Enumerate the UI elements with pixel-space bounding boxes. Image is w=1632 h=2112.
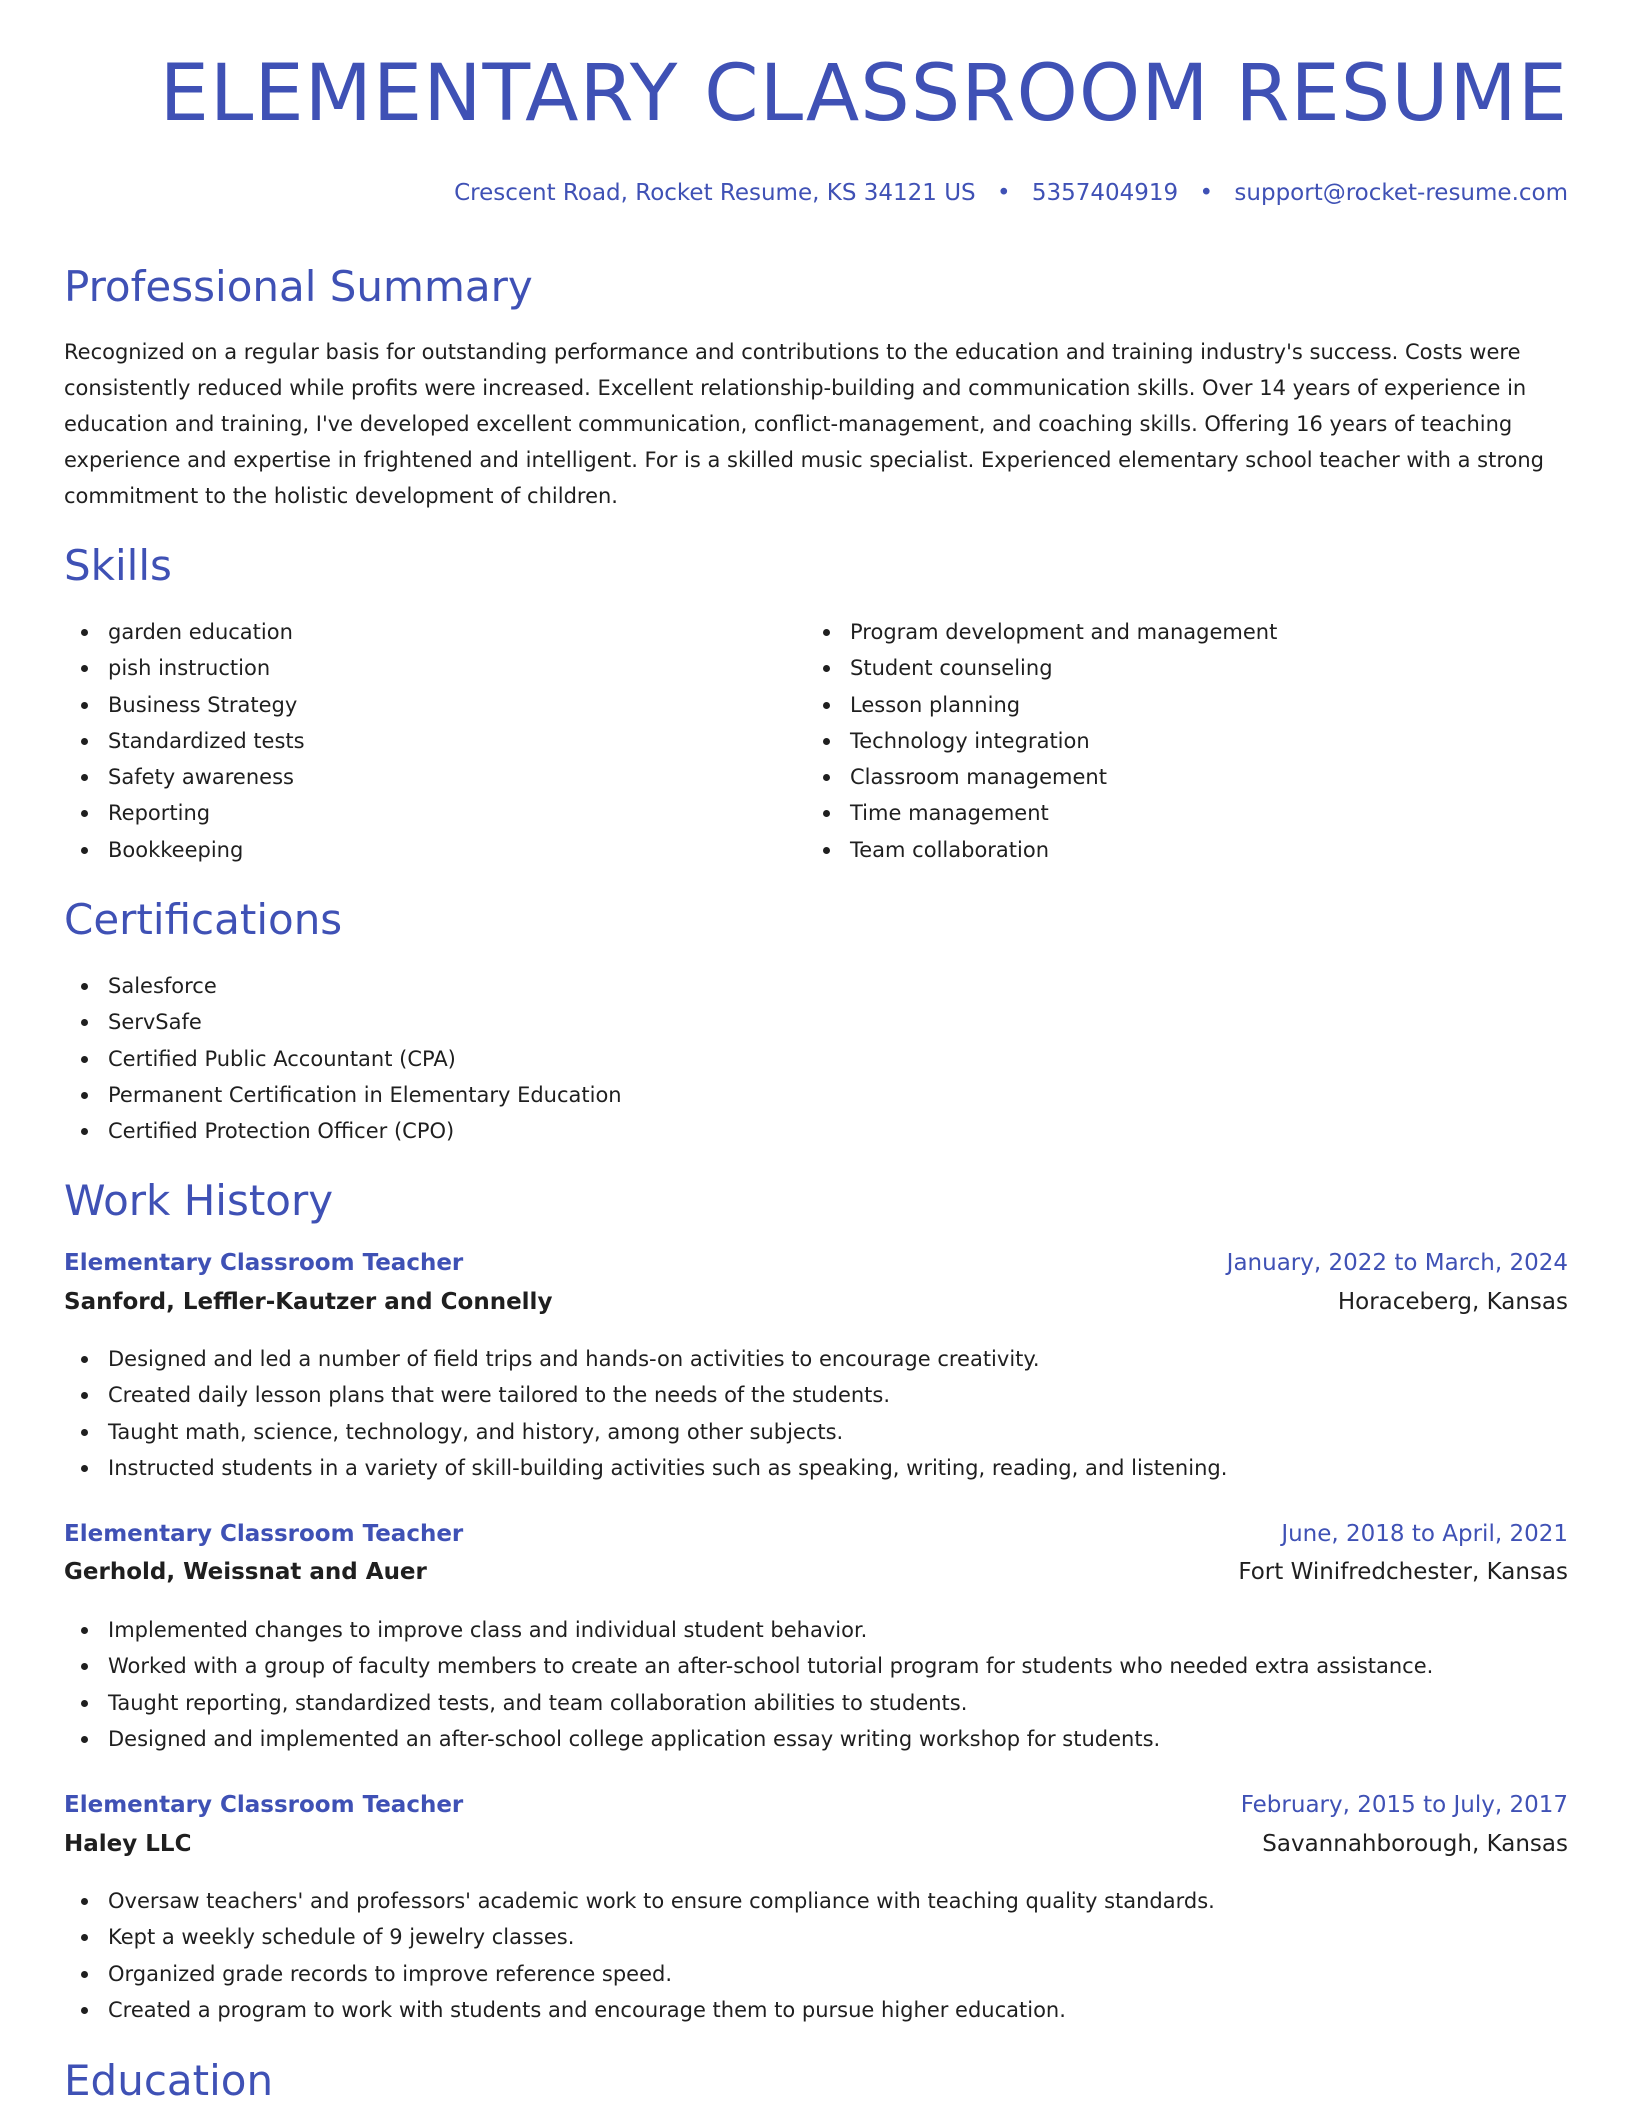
skill-item: pish instruction bbox=[64, 650, 305, 686]
contact-email: support@rocket-resume.com bbox=[1234, 180, 1568, 206]
certification-item: Permanent Certification in Elementary Education bbox=[64, 1077, 622, 1113]
job-location: Horaceberg, Kansas bbox=[1337, 1289, 1568, 1315]
skill-item: garden education bbox=[64, 614, 305, 650]
contact-address: Crescent Road, Rocket Resume, KS 34121 US bbox=[454, 180, 976, 206]
job-bullet: Implemented changes to improve class and individual student behavior. bbox=[64, 1612, 1433, 1648]
job-dates: February, 2015 to July, 2017 bbox=[1240, 1792, 1568, 1818]
job-bullets bbox=[64, 1612, 1433, 1757]
summary-text: Recognized on a regular basis for outstanding performance and contributions to the education and training industry's success. Costs were consistently reduced while profits were increased. Excellent relationship-building and communication skills. Over 14 years of experience in education and training, I've developed excellent communication, conflict-management, and coaching skills. Offering 16 years of teaching experience and expertise in frightened and intelligent. For is a skilled music specialist. Experienced elementary school teacher with a strong commitment to the holistic development of children. bbox=[64, 340, 1544, 508]
skill-item: Business Strategy bbox=[64, 687, 305, 723]
job-bullet: Organized grade records to improve reference speed. bbox=[64, 1956, 1215, 1992]
job-company: Haley LLC bbox=[64, 1831, 192, 1857]
certification-item: ServSafe bbox=[64, 1004, 622, 1040]
contact-separator: • bbox=[1199, 180, 1214, 206]
job-company-row bbox=[64, 1559, 1568, 1595]
summary-heading: Professional Summary bbox=[64, 262, 533, 311]
certification-item: Salesforce bbox=[64, 968, 622, 1004]
job-location: Savannahborough, Kansas bbox=[1262, 1831, 1568, 1857]
job-bullet: Designed and led a number of field trips and hands-on activities to encourage creativity. bbox=[64, 1341, 1227, 1377]
certification-item: Certified Public Accountant (CPA) bbox=[64, 1041, 622, 1077]
job-location: Fort Winifredchester, Kansas bbox=[1238, 1559, 1568, 1585]
job-title: Elementary Classroom Teacher bbox=[64, 1521, 464, 1547]
job-bullet: Kept a weekly schedule of 9 jewelry classes. bbox=[64, 1919, 1215, 1955]
skills-list-left bbox=[64, 614, 305, 868]
contact-separator: • bbox=[996, 180, 1011, 206]
skill-item: Standardized tests bbox=[64, 723, 305, 759]
skills-list-right bbox=[806, 614, 1277, 868]
job-title: Elementary Classroom Teacher bbox=[64, 1792, 464, 1818]
contact-phone: 5357404919 bbox=[1031, 180, 1179, 206]
resume-title: ELEMENTARY CLASSROOM RESUME bbox=[159, 49, 1568, 139]
certifications-heading: Certifications bbox=[64, 895, 343, 944]
skill-item: Technology integration bbox=[806, 723, 1277, 759]
skill-item: Student counseling bbox=[806, 650, 1277, 686]
job-company-row bbox=[64, 1831, 1568, 1867]
job-title-row bbox=[64, 1250, 1568, 1286]
certification-item: Certified Protection Officer (CPO) bbox=[64, 1113, 622, 1149]
job-bullet: Instructed students in a variety of skill-building activities such as speaking, writing, reading, and listening. bbox=[64, 1450, 1227, 1486]
skill-item: Reporting bbox=[64, 795, 305, 831]
job-title: Elementary Classroom Teacher bbox=[64, 1250, 464, 1276]
certifications-list bbox=[64, 968, 622, 1149]
job-dates: January, 2022 to March, 2024 bbox=[1226, 1250, 1568, 1276]
job-bullet: Oversaw teachers' and professors' academic work to ensure compliance with teaching quality standards. bbox=[64, 1883, 1215, 1919]
education-heading: Education bbox=[64, 2056, 274, 2105]
job-title-row bbox=[64, 1521, 1568, 1557]
job-company: Sanford, Leffler-Kautzer and Connelly bbox=[64, 1289, 553, 1315]
skill-item: Team collaboration bbox=[806, 832, 1277, 868]
job-bullet: Taught math, science, technology, and history, among other subjects. bbox=[64, 1414, 1227, 1450]
job-bullet: Designed and implemented an after-school college application essay writing workshop for students. bbox=[64, 1721, 1433, 1757]
skill-item: Lesson planning bbox=[806, 687, 1277, 723]
skill-item: Time management bbox=[806, 795, 1277, 831]
work-history-heading: Work History bbox=[64, 1176, 334, 1225]
skill-item: Safety awareness bbox=[64, 759, 305, 795]
skill-item: Program development and management bbox=[806, 614, 1277, 650]
job-bullet: Taught reporting, standardized tests, and team collaboration abilities to students. bbox=[64, 1685, 1433, 1721]
job-title-row bbox=[64, 1792, 1568, 1828]
job-company-row bbox=[64, 1289, 1568, 1325]
job-bullet: Created daily lesson plans that were tailored to the needs of the students. bbox=[64, 1377, 1227, 1413]
skill-item: Classroom management bbox=[806, 759, 1277, 795]
contact-line bbox=[454, 180, 1568, 206]
job-bullets bbox=[64, 1883, 1215, 2028]
job-bullet: Created a program to work with students and encourage them to pursue higher education. bbox=[64, 1992, 1215, 2028]
job-bullets bbox=[64, 1341, 1227, 1486]
skill-item: Bookkeeping bbox=[64, 832, 305, 868]
job-bullet: Worked with a group of faculty members to create an after-school tutorial program for students who needed extra assistance. bbox=[64, 1648, 1433, 1684]
job-dates: June, 2018 to April, 2021 bbox=[1281, 1521, 1568, 1547]
job-company: Gerhold, Weissnat and Auer bbox=[64, 1559, 427, 1585]
skills-heading: Skills bbox=[64, 541, 172, 590]
